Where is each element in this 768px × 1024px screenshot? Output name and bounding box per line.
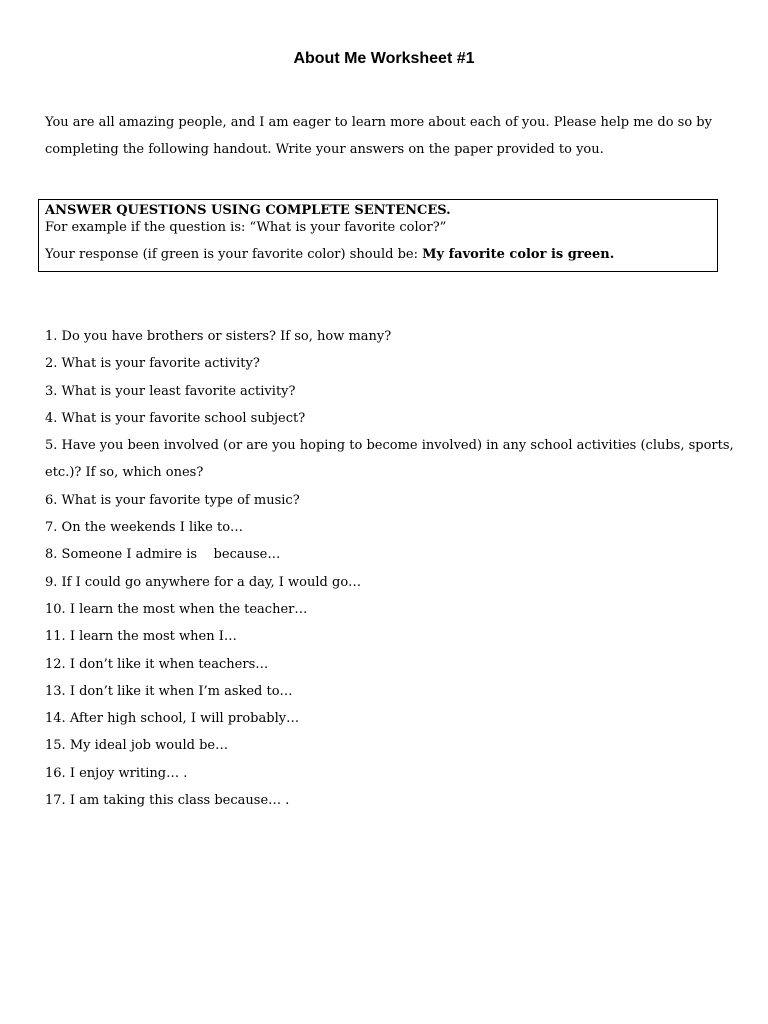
question-number: 3. [45, 383, 58, 399]
question-text: Do you have brothers or sisters? If so, how many? [61, 329, 392, 344]
question-text: What is your favorite type of music? [61, 492, 300, 508]
question-text: I am taking this class because… . [69, 793, 290, 809]
question-number: 17. [45, 793, 66, 809]
question-text: Someone I admire is because… [61, 547, 281, 563]
question-item [45, 514, 735, 541]
question-item [45, 678, 735, 705]
question-item [45, 487, 735, 514]
question-number: 15. [45, 738, 66, 754]
question-item [45, 787, 735, 814]
page-title: About Me Worksheet #1 [293, 50, 475, 67]
instruction-box [38, 199, 718, 272]
question-text: I don’t like it when I’m asked to… [69, 683, 293, 699]
instruction-example: For example if the question is: “What is your favorite color?” [45, 220, 447, 235]
question-item [45, 623, 735, 650]
question-item [45, 378, 735, 405]
intro-paragraph: You are all amazing people, and I am eager to learn more about each of you. Please help me do so by completing the following handout. Write your answers on the paper provided to you. [45, 115, 712, 157]
question-text: What is your favorite school subject? [61, 410, 306, 426]
question-number: 5. [45, 438, 58, 454]
question-item [45, 569, 735, 596]
question-item [45, 760, 735, 787]
question-text: What is your least favorite activity? [61, 383, 296, 399]
question-number: 7. [45, 520, 58, 536]
question-item [45, 405, 735, 432]
question-number: 10. [45, 601, 66, 617]
response-answer: My favorite color is green. [422, 247, 615, 262]
question-number: 11. [45, 629, 66, 645]
question-number: 14. [45, 711, 66, 727]
instruction-heading: ANSWER QUESTIONS USING COMPLETE SENTENCES. [45, 203, 451, 218]
question-number: 12. [45, 656, 66, 672]
question-text: Have you been involved (or are you hoping to become involved) in any school activities (clubs, sports, etc.)? If so, which ones? [45, 438, 734, 481]
question-number: 9. [45, 574, 58, 590]
question-number: 6. [45, 492, 58, 508]
question-item [45, 350, 735, 377]
question-list [45, 323, 735, 814]
question-number: 8. [45, 547, 58, 563]
question-item [45, 732, 735, 759]
question-number: 4. [45, 410, 58, 426]
question-item [45, 432, 735, 487]
question-text: I don’t like it when teachers… [69, 656, 269, 672]
question-number: 2. [45, 356, 58, 372]
question-item [45, 651, 735, 678]
question-item [45, 705, 735, 732]
question-number: 1. [45, 329, 58, 344]
question-text: On the weekends I like to… [61, 520, 244, 536]
question-number: 16. [45, 765, 66, 781]
question-item [45, 596, 735, 623]
question-text: After high school, I will probably… [69, 711, 300, 727]
instruction-response [45, 246, 711, 264]
question-text: I learn the most when I… [69, 629, 237, 645]
question-text: My ideal job would be… [69, 738, 229, 754]
question-item [45, 323, 735, 350]
question-text: I enjoy writing… . [69, 765, 188, 781]
response-prefix: Your response (if green is your favorite color) should be: [45, 247, 423, 262]
question-item [45, 541, 735, 568]
question-text: I learn the most when the teacher… [69, 601, 308, 617]
question-text: If I could go anywhere for a day, I would go… [61, 574, 362, 590]
question-number: 13. [45, 683, 66, 699]
question-text: What is your favorite activity? [61, 356, 260, 372]
